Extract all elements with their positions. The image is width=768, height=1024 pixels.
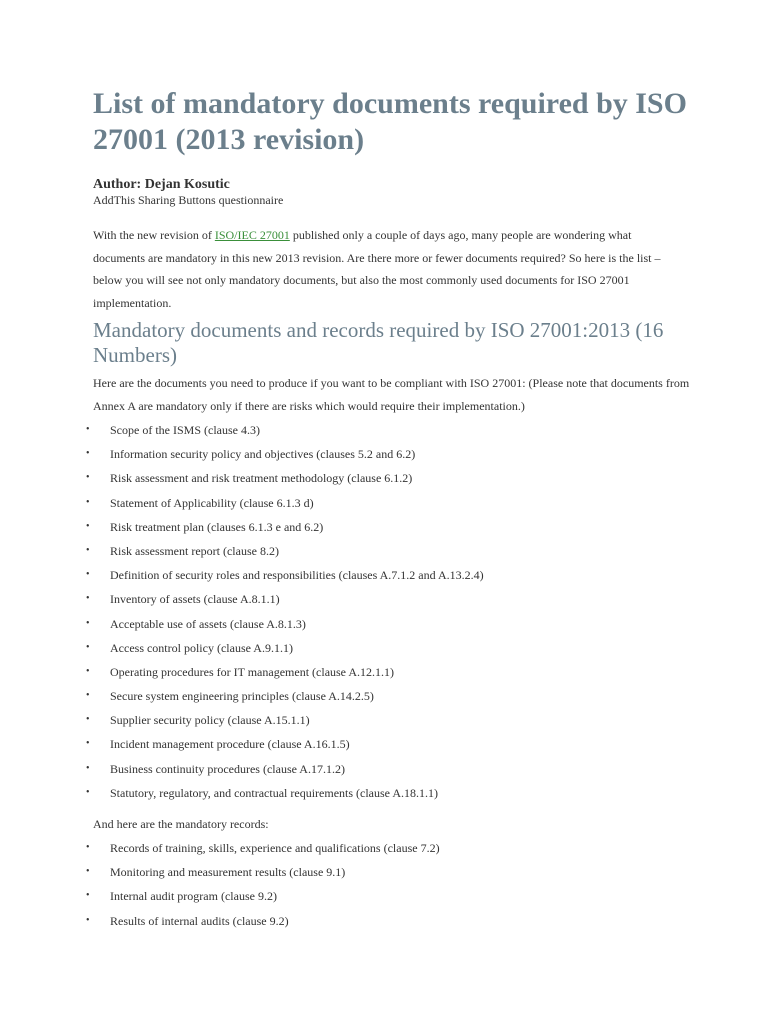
list-item [82,587,702,611]
list-item [82,909,702,933]
list-item [82,442,702,466]
bullet-icon: • [86,641,90,653]
bullet-icon: • [86,544,90,556]
bullet-icon: • [86,424,90,435]
list-item [82,836,702,860]
list-item [82,884,702,908]
list-item-text: Scope of the ISMS (clause 4.3) [110,423,260,437]
bullet-icon: • [86,714,90,726]
sharing-buttons-text: AddThis Sharing Buttons questionnaire [93,193,284,207]
bullet-icon: • [86,496,90,508]
list-item [82,708,702,732]
list-item-text: Statutory, regulatory, and contractual requirements (clause A.18.1.1) [110,785,439,800]
mandatory-documents-list [82,418,702,805]
bullet-icon: • [86,569,90,581]
bullet-icon: • [86,738,90,750]
list-item-text: Incident management procedure (clause A.16.1.5) [110,737,350,752]
bullet-icon: • [86,786,90,798]
list-item [82,466,702,490]
list-item-text: Definition of security roles and responsibilities (clauses A.7.1.2 and A.13.2.4) [110,568,484,583]
bullet-icon: • [86,866,90,878]
list-item [82,732,702,756]
bullet-icon: • [86,617,90,629]
list-item [82,539,702,563]
list-item [82,612,702,636]
intro-text-before-link: With the new revision of [93,228,215,242]
list-item [82,757,702,781]
page-title: List of mandatory documents required by ISO 27001 (2013 revision) [93,87,687,156]
list-item [82,636,702,660]
list-item-text: Business continuity procedures (clause A.17.1.2) [110,761,345,776]
bullet-icon: • [86,690,90,702]
author-line: Author: Dejan Kosutic [93,177,230,192]
list-item-text: Acceptable use of assets (clause A.8.1.3) [110,616,306,631]
section-heading: Mandatory documents and records required by ISO 27001:2013 (16 Numbers) [93,318,664,367]
bullet-icon: • [86,914,90,926]
list-item [82,660,702,684]
list-item-text: Operating procedures for IT management (clause A.12.1.1) [110,664,395,679]
bullet-icon: • [86,593,90,605]
list-item-text: Information security policy and objectives (clauses 5.2 and 6.2) [110,447,416,462]
records-intro: And here are the mandatory records: [93,817,269,831]
list-item-text: Risk treatment plan (clauses 6.1.3 e and 6.2) [110,519,324,534]
list-item-text: Statement of Applicability (clause 6.1.3 d) [110,495,314,510]
section-lead-paragraph: Here are the documents you need to produce if you want to be compliant with ISO 27001: (Please note that documents from Annex A are mandatory only if there are risks which would require their implementation.) [93,376,690,413]
list-item [82,418,702,442]
list-item-text: Supplier security policy (clause A.15.1.1) [110,713,310,728]
list-item-text: Records of training, skills, experience and qualifications (clause 7.2) [110,841,440,855]
list-item [82,491,702,515]
list-item-text: Risk assessment report (clause 8.2) [110,543,279,558]
intro-text-after-link: published only a couple of days ago, many people are wondering what documents are mandatory in this new 2013 revision. Are there more or fewer documents required? So here is the list – below you will see not only mandatory documents, but also the most commonly used documents for ISO 27001 implementation. [93,228,661,310]
list-item-text: Secure system engineering principles (clause A.14.2.5) [110,689,374,704]
mandatory-records-list [82,836,702,933]
list-item-text: Inventory of assets (clause A.8.1.1) [110,592,280,607]
bullet-icon: • [86,665,90,677]
list-item-text: Risk assessment and risk treatment methodology (clause 6.1.2) [110,471,413,486]
list-item-text: Internal audit program (clause 9.2) [110,889,277,904]
list-item [82,563,702,587]
list-item-text: Results of internal audits (clause 9.2) [110,913,289,928]
list-item [82,515,702,539]
bullet-icon: • [86,842,90,853]
bullet-icon: • [86,472,90,484]
bullet-icon: • [86,520,90,532]
list-item-text: Monitoring and measurement results (clause 9.1) [110,865,346,880]
intro-paragraph [93,224,683,314]
list-item-text: Access control policy (clause A.9.1.1) [110,640,293,655]
bullet-icon: • [86,448,90,460]
iso-iec-27001-link[interactable]: ISO/IEC 27001 [214,228,290,242]
bullet-icon: • [86,762,90,774]
list-item [82,860,702,884]
list-item [82,684,702,708]
bullet-icon: • [86,890,90,902]
list-item [82,781,702,805]
